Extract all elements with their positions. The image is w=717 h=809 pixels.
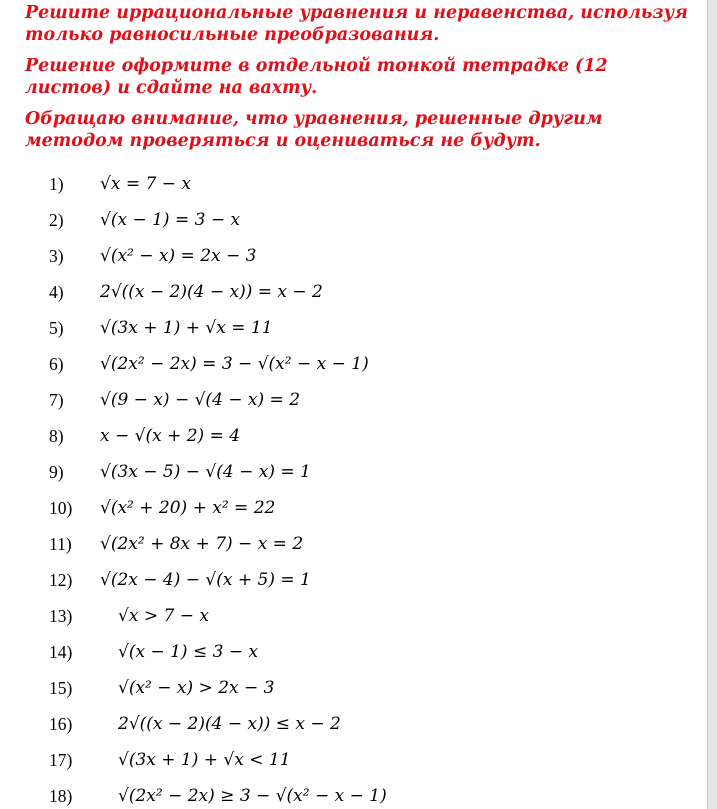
problem-inequality: √x > 7 − x <box>118 606 209 626</box>
problem-item <box>0 420 700 456</box>
problem-inequality: 2√((x − 2)(4 − x)) ≤ x − 2 <box>118 714 341 734</box>
problem-number: 10) <box>49 498 73 518</box>
problem-number: 18) <box>49 786 73 806</box>
problem-item <box>0 636 700 672</box>
instructions-block <box>25 2 695 161</box>
problem-number: 7) <box>49 390 64 410</box>
instruction-submission: Решение оформите в отдельной тонкой тетрадке (12 листов) и сдайте на вахту. <box>25 56 608 98</box>
problem-equation: √(2x² + 8x + 7) − x = 2 <box>100 534 304 554</box>
problem-item <box>0 312 700 348</box>
problem-number: 1) <box>49 174 64 194</box>
problem-item <box>0 780 700 809</box>
problem-item <box>0 168 700 204</box>
problem-number: 5) <box>49 318 64 338</box>
problem-item <box>0 240 700 276</box>
problem-item <box>0 600 700 636</box>
problem-item <box>0 672 700 708</box>
problem-number: 17) <box>49 750 73 770</box>
problem-item <box>0 348 700 384</box>
problem-equation: 2√((x − 2)(4 − x)) = x − 2 <box>100 282 323 302</box>
problem-number: 3) <box>49 246 64 266</box>
problem-number: 13) <box>49 606 73 626</box>
problem-number: 16) <box>49 714 73 734</box>
problem-item <box>0 528 700 564</box>
problem-item <box>0 384 700 420</box>
problem-equation: √(x² − x) = 2x − 3 <box>100 246 257 266</box>
problem-item <box>0 564 700 600</box>
problem-number: 11) <box>49 534 72 554</box>
problem-equation: √x = 7 − x <box>100 174 191 194</box>
instruction-method-note: Обращаю внимание, что уравнения, решенные другим методом проверяться и оцениваться не будут. <box>25 109 603 151</box>
problem-number: 6) <box>49 354 64 374</box>
problem-list <box>0 168 700 809</box>
problem-equation: √(3x + 1) + √x = 11 <box>100 318 273 338</box>
problem-item <box>0 456 700 492</box>
page-background <box>708 0 717 809</box>
problem-equation: x − √(x + 2) = 4 <box>100 426 241 446</box>
problem-equation: √(x − 1) = 3 − x <box>100 210 241 230</box>
problem-equation: √(x² + 20) + x² = 22 <box>100 498 276 518</box>
problem-number: 9) <box>49 462 64 482</box>
problem-item <box>0 204 700 240</box>
problem-equation: √(3x − 5) − √(4 − x) = 1 <box>100 462 311 482</box>
problem-item <box>0 744 700 780</box>
problem-inequality: √(x² − x) > 2x − 3 <box>118 678 275 698</box>
problem-inequality: √(x − 1) ≤ 3 − x <box>118 642 259 662</box>
problem-equation: √(9 − x) − √(4 − x) = 2 <box>100 390 301 410</box>
problem-number: 2) <box>49 210 64 230</box>
problem-number: 12) <box>49 570 73 590</box>
problem-inequality: √(2x² − 2x) ≥ 3 − √(x² − x − 1) <box>118 786 387 806</box>
problem-item <box>0 708 700 744</box>
problem-number: 8) <box>49 426 64 446</box>
problem-number: 14) <box>49 642 73 662</box>
problem-item <box>0 276 700 312</box>
instruction-task: Решите иррациональные уравнения и неравенства, используя только равносильные преобразования. <box>25 3 688 45</box>
problem-inequality: √(3x + 1) + √x < 11 <box>118 750 291 770</box>
problem-equation: √(2x − 4) − √(x + 5) = 1 <box>100 570 311 590</box>
problem-number: 4) <box>49 282 64 302</box>
problem-equation: √(2x² − 2x) = 3 − √(x² − x − 1) <box>100 354 369 374</box>
problem-number: 15) <box>49 678 73 698</box>
problem-item <box>0 492 700 528</box>
